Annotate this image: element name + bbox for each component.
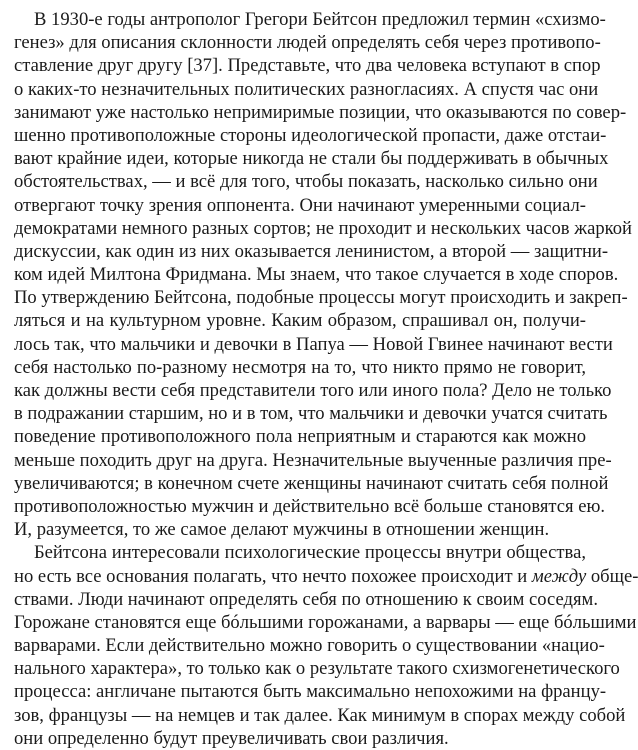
text-line: в подражании старшим, но и в том, что мальчики и девочки учатся считать [14, 403, 608, 425]
document-page [14, 8, 638, 750]
text-line: лось так, что мальчики и девочки в Папуа — Новой Гвинее начинают вести [14, 333, 613, 355]
text-line: Бейтсона интересовали психологические процессы внутри общества, [34, 542, 586, 564]
text-line: генез» для описания склонности людей определять себя через противопо- [14, 32, 601, 54]
text-line: меньше походить друг на друга. Незначительные выученные различия пре- [14, 449, 612, 471]
text-line: варварами. Если действительно можно говорить о существовании «нацио- [14, 635, 605, 657]
text-line: ставление друг другу [37]. Представьте, что два человека вступают в спор [14, 55, 601, 77]
text-line: демократами немного разных сортов; не проходит и нескольких часов жаркой [14, 217, 632, 239]
text-line: нального характера», то только как о результате такого схизмогенетического [14, 658, 620, 680]
text-line: себя настолько по-разному несмотря на то, что никто прямо не говорит, [14, 356, 586, 378]
text-line: о каких-то незначительных политических разногласиях. А спустя час они [14, 78, 599, 100]
paragraph-between-societies [14, 541, 638, 750]
text-line: Горожане становятся еще бóльшими горожанами, а варвары — еще бóльшими [14, 611, 637, 633]
text-line: как должны вести себя представители того или иного пола? Дело не только [14, 380, 612, 401]
text-line: но есть все основания полагать, что нечто похожее происходит и между обще- [14, 565, 638, 587]
text-line: ляться и на культурном уровне. Каким образом, спрашивал он, получи- [14, 310, 586, 332]
text-line: По утверждению Бейтсона, подобные процессы могут происходить и закреп- [14, 287, 628, 309]
text-line: отвергают точку зрения оппонента. Они начинают умеренными социал- [14, 194, 586, 216]
text-line: шенно противоположные стороны идеологической пропасти, даже отстаи- [14, 124, 607, 146]
text-line: В 1930-е годы антрополог Грегори Бейтсон предложил термин «схизмо- [34, 9, 606, 30]
text-line: дискуссии, как один из них оказывается ленинистом, а второй — защитни- [14, 240, 609, 262]
text-line: ствами. Люди начинают определять себя по отношению к своим соседям. [14, 588, 598, 610]
text-line: поведение противоположного пола неприятным и стараются как можно [14, 426, 586, 448]
text-line: они определенно будут преувеличивать свои различия. [14, 727, 449, 749]
text-line: занимают уже настолько непримиримые позиции, что оказываются по совер- [14, 101, 627, 123]
text-line: ком идей Милтона Фридмана. Мы знаем, что такое случается в ходе споров. [14, 264, 619, 286]
text-line: увеличиваются; в конечном счете женщины начинают считать себя полной [14, 472, 609, 494]
text-line: зов, французы — на немцев и так далее. Как минимум в спорах между собой [14, 704, 626, 726]
text-line: противоположностью мужчин и действительно всё больше становятся ею. [14, 495, 606, 517]
paragraph-schismogenesis-intro [14, 8, 632, 541]
text-line: процесса: англичане пытаются быть максимально непохожими на францу- [14, 681, 607, 703]
text-line: вают крайние идеи, которые никогда не стали бы поддерживать в обычных [14, 148, 609, 170]
text-line: И, разумеется, то же самое делают мужчины в отношении женщин. [14, 519, 550, 541]
text-line: обстоятельствах, — и всё для того, чтобы показать, насколько сильно они [14, 171, 598, 193]
